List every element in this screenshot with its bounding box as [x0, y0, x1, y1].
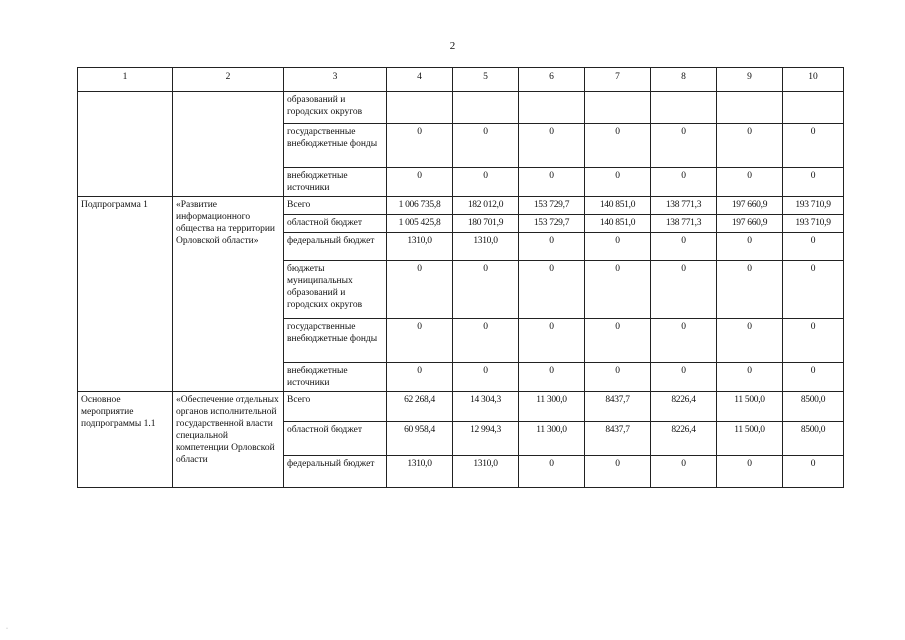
- value-cell: 140 851,0: [585, 215, 651, 233]
- value-cell: 0: [717, 168, 783, 197]
- funding-source: образований и городских округов: [284, 92, 387, 124]
- value-cell: 0: [651, 261, 717, 319]
- value-cell: 182 012,0: [453, 197, 519, 215]
- value-cell: 0: [585, 124, 651, 168]
- value-cell: 197 660,9: [717, 197, 783, 215]
- value-cell: 14 304,3: [453, 392, 519, 422]
- value-cell: 0: [387, 168, 453, 197]
- value-cell: 197 660,9: [717, 215, 783, 233]
- value-cell: 0: [585, 319, 651, 363]
- funding-source: федеральный бюджет: [284, 456, 387, 488]
- value-cell: 11 300,0: [519, 392, 585, 422]
- value-cell: 8500,0: [783, 392, 844, 422]
- value-cell: [453, 92, 519, 124]
- subprogram-name: «Развитие информационного общества на территории Орловской области»: [173, 197, 284, 392]
- value-cell: 138 771,3: [651, 215, 717, 233]
- value-cell: 0: [453, 124, 519, 168]
- value-cell: [717, 92, 783, 124]
- table-row: [78, 92, 844, 124]
- value-cell: 11 300,0: [519, 422, 585, 456]
- funding-source: Всего: [284, 197, 387, 215]
- value-cell: [651, 92, 717, 124]
- value-cell: 0: [585, 233, 651, 261]
- value-cell: 0: [651, 124, 717, 168]
- value-cell: 0: [783, 456, 844, 488]
- value-cell: [387, 92, 453, 124]
- funding-source: внебюджетные источники: [284, 168, 387, 197]
- value-cell: 11 500,0: [717, 392, 783, 422]
- column-header: 6: [519, 68, 585, 92]
- value-cell: 0: [387, 261, 453, 319]
- column-header: 4: [387, 68, 453, 92]
- funding-source: бюджеты муниципальных образований и городских округов: [284, 261, 387, 319]
- value-cell: 1 005 425,8: [387, 215, 453, 233]
- value-cell: 138 771,3: [651, 197, 717, 215]
- table-row: [78, 197, 844, 215]
- value-cell: 0: [387, 363, 453, 392]
- value-cell: 153 729,7: [519, 197, 585, 215]
- column-header: 1: [78, 68, 173, 92]
- value-cell: 0: [585, 363, 651, 392]
- value-cell: 0: [783, 124, 844, 168]
- value-cell: 0: [651, 233, 717, 261]
- main-activity-name: «Обеспечение отдельных органов исполнительной государственной власти специальной компетенции Орловской области: [173, 392, 284, 488]
- value-cell: 0: [519, 319, 585, 363]
- value-cell: 8437,7: [585, 392, 651, 422]
- funding-source: областной бюджет: [284, 215, 387, 233]
- value-cell: 0: [717, 261, 783, 319]
- value-cell: 8226,4: [651, 422, 717, 456]
- value-cell: 0: [453, 363, 519, 392]
- value-cell: 12 994,3: [453, 422, 519, 456]
- value-cell: 60 958,4: [387, 422, 453, 456]
- value-cell: 0: [453, 319, 519, 363]
- column-header: 5: [453, 68, 519, 92]
- value-cell: [585, 92, 651, 124]
- empty-cell: [78, 92, 173, 197]
- value-cell: 180 701,9: [453, 215, 519, 233]
- value-cell: 140 851,0: [585, 197, 651, 215]
- funding-source: федеральный бюджет: [284, 233, 387, 261]
- value-cell: 0: [387, 124, 453, 168]
- column-header: 3: [284, 68, 387, 92]
- value-cell: 0: [651, 363, 717, 392]
- value-cell: 0: [783, 363, 844, 392]
- value-cell: 1310,0: [387, 233, 453, 261]
- value-cell: 0: [519, 261, 585, 319]
- value-cell: 0: [585, 456, 651, 488]
- value-cell: 0: [519, 456, 585, 488]
- funding-source: областной бюджет: [284, 422, 387, 456]
- value-cell: 11 500,0: [717, 422, 783, 456]
- value-cell: 0: [717, 319, 783, 363]
- value-cell: 0: [585, 168, 651, 197]
- value-cell: 0: [453, 261, 519, 319]
- value-cell: 8500,0: [783, 422, 844, 456]
- value-cell: 0: [651, 456, 717, 488]
- value-cell: 0: [585, 261, 651, 319]
- subprogram-label: Подпрограмма 1: [78, 197, 173, 392]
- page-number: 2: [449, 40, 456, 52]
- column-header: 2: [173, 68, 284, 92]
- main-activity-label: Основное мероприятие подпрограммы 1.1: [78, 392, 173, 488]
- scan-artifact-dot: ·: [6, 626, 8, 632]
- value-cell: 193 710,9: [783, 197, 844, 215]
- value-cell: [783, 92, 844, 124]
- value-cell: 0: [519, 233, 585, 261]
- value-cell: 0: [387, 319, 453, 363]
- empty-cell: [173, 92, 284, 197]
- value-cell: 62 268,4: [387, 392, 453, 422]
- value-cell: 0: [519, 363, 585, 392]
- value-cell: 0: [519, 124, 585, 168]
- funding-source: государственные внебюджетные фонды: [284, 124, 387, 168]
- value-cell: 0: [651, 168, 717, 197]
- column-header: 10: [783, 68, 844, 92]
- value-cell: 0: [651, 319, 717, 363]
- value-cell: [519, 92, 585, 124]
- funding-source: внебюджетные источники: [284, 363, 387, 392]
- value-cell: 8437,7: [585, 422, 651, 456]
- value-cell: 1310,0: [387, 456, 453, 488]
- value-cell: 0: [717, 363, 783, 392]
- column-header: 7: [585, 68, 651, 92]
- value-cell: 0: [783, 233, 844, 261]
- value-cell: 0: [717, 124, 783, 168]
- value-cell: 193 710,9: [783, 215, 844, 233]
- value-cell: 0: [453, 168, 519, 197]
- value-cell: 1310,0: [453, 456, 519, 488]
- funding-source: Всего: [284, 392, 387, 422]
- funding-source: государственные внебюджетные фонды: [284, 319, 387, 363]
- value-cell: 153 729,7: [519, 215, 585, 233]
- budget-table: [77, 67, 844, 488]
- value-cell: 0: [783, 319, 844, 363]
- value-cell: 8226,4: [651, 392, 717, 422]
- value-cell: 0: [717, 456, 783, 488]
- header-row: [78, 68, 844, 92]
- value-cell: 1310,0: [453, 233, 519, 261]
- value-cell: 0: [783, 261, 844, 319]
- value-cell: 0: [717, 233, 783, 261]
- value-cell: 0: [519, 168, 585, 197]
- value-cell: 0: [783, 168, 844, 197]
- column-header: 8: [651, 68, 717, 92]
- table-row: [78, 392, 844, 422]
- column-header: 9: [717, 68, 783, 92]
- value-cell: 1 006 735,8: [387, 197, 453, 215]
